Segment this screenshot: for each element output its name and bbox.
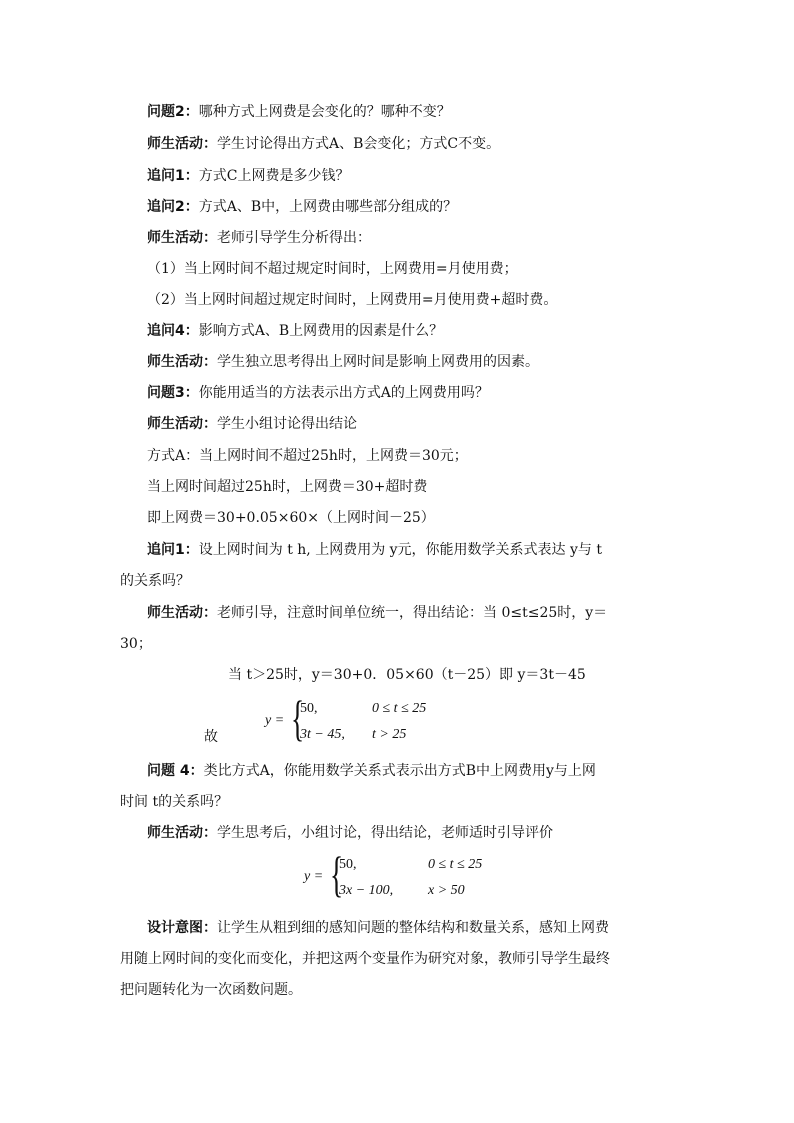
cond-text: x > 50 <box>428 883 465 898</box>
label: 问题2： <box>147 104 199 120</box>
lhs-text: y = <box>265 713 285 728</box>
question-3 <box>147 383 489 403</box>
label: 追问1： <box>147 542 199 558</box>
followup-4 <box>147 321 443 341</box>
text: 影响方式A、B上网费用的因素是什么？ <box>198 323 444 339</box>
formula-line: 即上网费＝30+0.05×60×（上网时间－25） <box>147 510 435 526</box>
followup-1 <box>147 166 349 186</box>
row2-expr <box>339 882 393 900</box>
lhs <box>265 712 284 730</box>
row1-expr: 50, <box>300 701 318 716</box>
text: 你能用适当的方法表示出方式A的上网费用吗？ <box>198 385 489 401</box>
label: 师生活动： <box>147 605 217 621</box>
row2-cond <box>428 882 465 900</box>
label: 师生活动： <box>147 416 217 432</box>
activity-6 <box>147 823 553 843</box>
row2-cond <box>372 726 406 744</box>
cond-text: 0 ≤ t ≤ 25 <box>372 701 427 716</box>
label: 师生活动： <box>147 230 217 246</box>
label: 问题3： <box>147 385 199 401</box>
text: 学生思考后，小组讨论，得出结论，老师适时引导评价 <box>217 825 553 841</box>
label: 追问1： <box>147 168 199 184</box>
activity-4 <box>147 414 357 434</box>
cond-text: t > 25 <box>372 727 407 742</box>
text: 让学生从粗到细的感知问题的整体结构和数量关系，感知上网费 <box>217 920 609 936</box>
expr-text: 3t − 45, <box>300 727 345 742</box>
lhs <box>304 868 323 886</box>
label: 师生活动： <box>147 825 217 841</box>
text: 哪种方式上网费是会变化的？哪种不变？ <box>198 104 451 120</box>
text: 设上网时间为 t h, 上网费用为 y元，你能用数学关系式表达 y与 t <box>198 542 602 558</box>
text: 老师引导，注意时间单位统一，得出结论：当 0≤t≤25时，y＝ <box>217 605 608 621</box>
label: 问题 4： <box>147 763 204 779</box>
gu-text: 故 <box>204 729 218 745</box>
text: 方式C上网费是多少钱？ <box>198 168 350 184</box>
question-2 <box>147 102 451 122</box>
text: 学生讨论得出方式A、B会变化；方式C不变。 <box>217 136 501 152</box>
left-brace: { <box>330 846 344 902</box>
row1-expr: 50, <box>339 857 357 872</box>
question-4 <box>147 761 596 781</box>
list-item-1: （1）当上网时间不超过规定时间时，上网费用=月使用费； <box>147 261 518 277</box>
question-4-cont: 时间 t的关系吗？ <box>120 794 229 810</box>
followup-1b-cont: 的关系吗？ <box>120 573 190 589</box>
label: 师生活动： <box>147 136 217 152</box>
followup-1b <box>147 540 602 560</box>
label: 设计意图： <box>147 920 217 936</box>
label: 追问4： <box>147 323 199 339</box>
design-intent <box>147 918 609 938</box>
row1-cond <box>428 856 482 874</box>
label: 师生活动： <box>147 354 217 370</box>
design-intent-cont-2: 把问题转化为一次函数问题。 <box>120 982 302 998</box>
when-t-line: 当 t＞25时，y＝30+0．05×60（t－25）即 y＝3t－45 <box>228 667 586 683</box>
text: 方式A、B中，上网费由哪些部分组成的？ <box>198 199 458 215</box>
method-a: 方式A：当上网时间不超过25h时，上网费＝30元； <box>147 448 468 464</box>
left-brace: { <box>291 690 305 746</box>
activity-3 <box>147 352 539 372</box>
activity-2 <box>147 228 371 248</box>
cond-text: 0 ≤ t ≤ 25 <box>428 857 483 872</box>
followup-2 <box>147 197 457 217</box>
label: 追问2： <box>147 199 199 215</box>
row1-cond <box>372 700 426 718</box>
list-item-2: （2）当上网时间超过规定时间时，上网费用=月使用费+超时费。 <box>147 292 558 308</box>
overtime-line: 当上网时间超过25h时，上网费＝30+超时费 <box>147 479 428 495</box>
activity-5 <box>147 603 607 623</box>
text: 学生独立思考得出上网时间是影响上网费用的因素。 <box>217 354 539 370</box>
text: 类比方式A，你能用数学关系式表示出方式B中上网费用y与上网 <box>203 763 596 779</box>
design-intent-cont-1: 用随上网时间的变化而变化，并把这两个变量作为研究对象，教师引导学生最终 <box>120 951 610 967</box>
activity-1 <box>147 134 500 154</box>
activity-5-cont: 30； <box>120 636 152 652</box>
text: 学生小组讨论得出结论 <box>217 416 357 432</box>
row2-expr <box>300 726 345 744</box>
text: 老师引导学生分析得出： <box>217 230 371 246</box>
lhs-text: y = <box>304 869 324 884</box>
expr-text: 3x − 100, <box>339 883 394 898</box>
